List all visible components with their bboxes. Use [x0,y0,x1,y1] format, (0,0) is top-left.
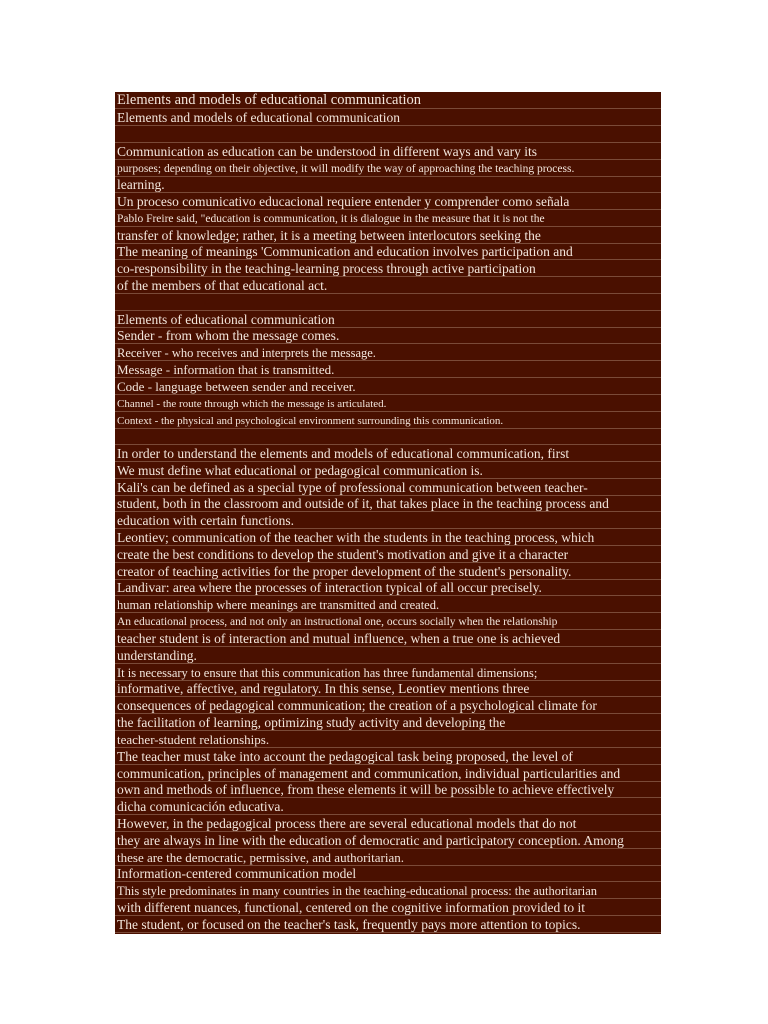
cell-text: The meaning of meanings 'Communication and education involves participation and [117,243,573,259]
sheet-row[interactable] [115,916,661,933]
cell-text: dicha comunicación educativa. [117,798,284,814]
sheet-row[interactable] [115,512,661,529]
cell-text: with different nuances, functional, centered on the cognitive information provided to it [117,899,585,915]
cell-text: teacher student is of interaction and mutual influence, when a true one is achieved [117,630,561,646]
sheet-row[interactable] [115,832,661,849]
cell-text: Elements and models of educational communication [117,91,422,108]
cell-text: student, both in the classroom and outside of it, that takes place in the teaching process and [117,495,609,511]
sheet-row[interactable] [115,260,661,277]
sheet-row[interactable] [115,227,661,244]
cell-text: Landivar: area where the processes of interaction typical of all occur precisely. [117,579,542,595]
cell-text: Elements and models of educational communication [117,109,401,125]
cell-text: Receiver - who receives and interprets the message. [117,345,376,360]
sheet-row[interactable] [115,445,661,462]
cell-text: Code - language between sender and receiver. [117,379,356,394]
sheet-row[interactable] [115,294,661,311]
cell-text: The teacher must take into account the pedagogical task being proposed, the level of [117,748,573,764]
sheet-row[interactable] [115,580,661,596]
sheet-row[interactable] [115,782,661,798]
cell-text: However, in the pedagogical process there are several educational models that do not [117,815,577,831]
sheet-row[interactable] [115,193,661,210]
sheet-row[interactable] [115,563,661,580]
cell-text: It is necessary to ensure that this communication has three fundamental dimensions; [117,665,538,680]
cell-text: teacher-student relationships. [117,732,270,747]
cell-text: In order to understand the elements and models of educational communication, first [117,445,570,461]
cell-text: Context - the physical and psychological environment surrounding this communication. [117,415,504,427]
cell-text: The student, or focused on the teacher's task, frequently pays more attention to topics. [117,916,581,932]
sheet-row[interactable] [115,899,661,916]
cell-text: An educational process, and not only an instructional one, occurs socially when the relationship [117,615,558,628]
cell-text: own and methods of influence, from these elements it will be possible to achieve effectively [117,781,615,797]
sheet-row[interactable] [115,92,661,109]
sheet-row[interactable] [115,311,661,328]
cell-text: informative, affective, and regulatory. In this sense, Leontiev mentions three [117,680,530,696]
sheet-row[interactable] [115,731,661,748]
sheet-row[interactable] [115,361,661,378]
sheet-row[interactable] [115,143,661,160]
sheet-row[interactable] [115,479,661,496]
sheet-row[interactable] [115,429,661,445]
cell-text: of the members of that educational act. [117,277,328,293]
cell-text: We must define what educational or pedagogical communication is. [117,462,483,478]
cell-text: This style predominates in many countries in the teaching-educational process: the authoritarian [117,883,598,898]
cell-text: human relationship where meanings are transmitted and created. [117,597,440,612]
cell-text: Elements of educational communication [117,311,335,327]
cell-text: consequences of pedagogical communication; the creation of a psychological climate for [117,697,597,713]
sheet-row[interactable] [115,277,661,294]
cell-text: Communication as education can be understood in different ways and vary its [117,143,538,159]
sheet-row[interactable] [115,546,661,563]
sheet-row[interactable] [115,815,661,832]
sheet-row[interactable] [115,630,661,647]
sheet-row[interactable] [115,697,661,714]
sheet-row[interactable] [115,462,661,479]
sheet-row[interactable] [115,160,661,177]
sheet-row[interactable] [115,613,661,630]
cell-text: create the best conditions to develop the student's motivation and give it a character [117,546,569,562]
sheet-row[interactable] [115,529,661,546]
sheet-row[interactable] [115,412,661,429]
sheet-row[interactable] [115,177,661,193]
cell-text: they are always in line with the education of democratic and participatory conception. Among [117,832,624,848]
cell-text: Leontiev; communication of the teacher with the students in the teaching process, which [117,529,595,545]
cell-text: communication, principles of management and communication, individual particularities and [117,765,621,781]
sheet-row[interactable] [115,681,661,697]
sheet-row[interactable] [115,496,661,512]
sheet-row[interactable] [115,748,661,765]
cell-text: Sender - from whom the message comes. [117,327,340,343]
sheet-row[interactable] [115,126,661,143]
cell-text: Pablo Freire said, "education is communication, it is dialogue in the measure that it is not the [117,212,545,225]
cell-text: transfer of knowledge; rather, it is a meeting between interlocutors seeking the [117,227,541,243]
sheet-row[interactable] [115,378,661,395]
cell-text: Message - information that is transmitted. [117,362,335,377]
sheet-row[interactable] [115,849,661,866]
spreadsheet-sheet [115,92,661,934]
sheet-row[interactable] [115,798,661,815]
sheet-row[interactable] [115,395,661,412]
sheet-row[interactable] [115,109,661,126]
cell-text: these are the democratic, permissive, and authoritarian. [117,850,404,865]
sheet-row[interactable] [115,714,661,731]
sheet-row[interactable] [115,664,661,681]
sheet-row[interactable] [115,882,661,899]
cell-text: the facilitation of learning, optimizing study activity and developing the [117,714,506,730]
sheet-row[interactable] [115,244,661,260]
cell-text: understanding. [117,647,197,663]
cell-text: learning. [117,176,165,192]
sheet-row[interactable] [115,210,661,227]
cell-text: Information-centered communication model [117,865,357,881]
sheet-row[interactable] [115,866,661,882]
cell-text: Channel - the route through which the message is articulated. [117,398,387,410]
sheet-row[interactable] [115,328,661,344]
sheet-row[interactable] [115,344,661,361]
cell-text: Kali's can be defined as a special type of professional communication between teacher- [117,479,588,495]
cell-text: creator of teaching activities for the proper development of the student's personality. [117,563,572,579]
cell-text: Un proceso comunicativo educacional requiere entender y comprender como señala [117,193,570,209]
cell-text: co-responsibility in the teaching-learning process through active participation [117,260,536,276]
cell-text: education with certain functions. [117,512,294,528]
cell-text: purposes; depending on their objective, it will modify the way of approaching the teaching process. [117,162,575,175]
sheet-row[interactable] [115,765,661,782]
sheet-row[interactable] [115,647,661,664]
sheet-row[interactable] [115,596,661,613]
